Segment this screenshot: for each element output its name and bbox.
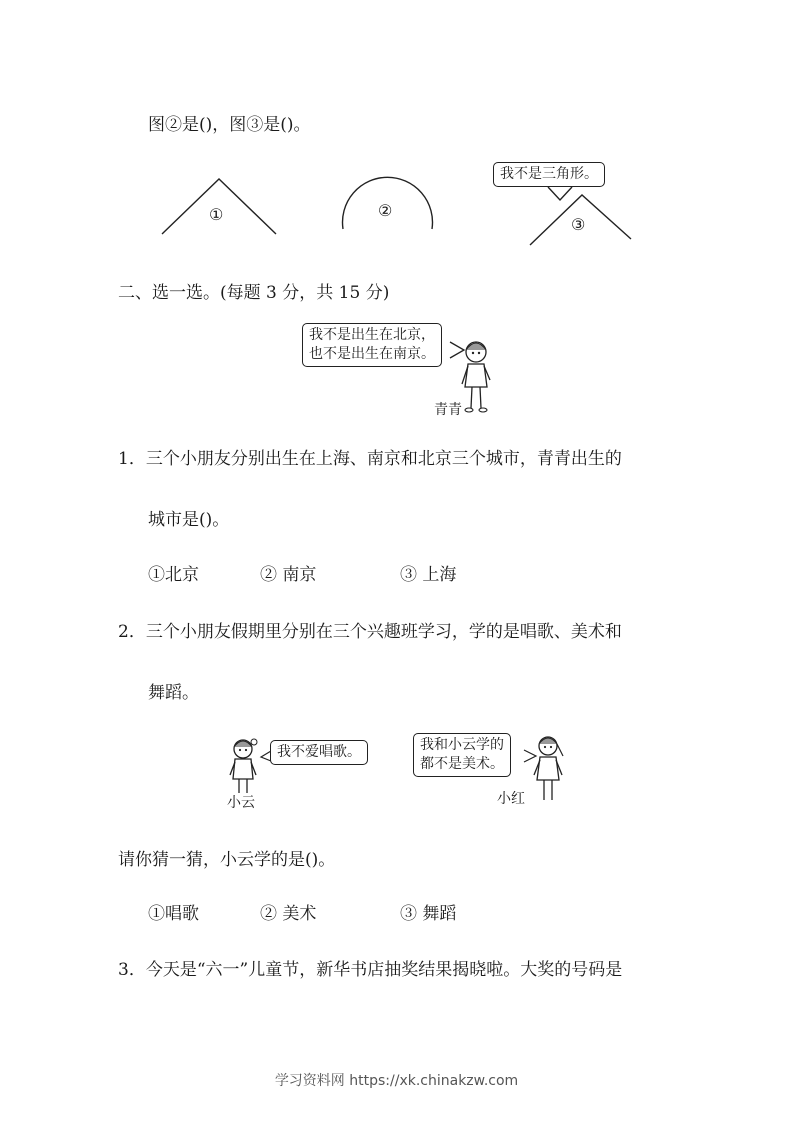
q2-option-a[interactable]: ①唱歌 — [148, 904, 199, 924]
q1-option-c[interactable]: ③ 上海 — [400, 565, 457, 585]
figure-question-line: 图②是()，图③是()。 — [148, 115, 311, 135]
figure-3-label: ③ — [571, 215, 586, 234]
q2-line-1: 2．三个小朋友假期里分别在三个兴趣班学习，学的是唱歌、美术和 — [118, 622, 622, 642]
xiaoyun-speech-bubble — [270, 740, 368, 765]
xiaohong-speech-bubble — [413, 733, 511, 777]
figure-2-label: ② — [378, 201, 393, 220]
qingqing-bubble-line-1: 我不是出生在北京， — [309, 327, 435, 343]
q1-option-b[interactable]: ② 南京 — [260, 565, 317, 585]
q1-line-1: 1．三个小朋友分别出生在上海、南京和北京三个城市，青青出生的 — [118, 449, 622, 469]
xiaohong-figure — [518, 730, 578, 815]
xiaohong-bubble-line-1: 我和小云学的 — [420, 737, 504, 753]
page-footer: 学习资料网 https://xk.chinakzw.com — [274, 1073, 519, 1089]
q1-line-2: 城市是()。 — [148, 510, 230, 530]
q2-question: 请你猜一猜，小云学的是()。 — [118, 850, 336, 870]
qingqing-bubble-line-2: 也不是出生在南京。 — [309, 346, 435, 362]
xiaoyun-bubble-text: 我不爱唱歌。 — [277, 744, 361, 760]
q1-option-a[interactable]: ①北京 — [148, 565, 199, 585]
qingqing-speech-bubble — [302, 323, 442, 367]
qingqing-name: 青青 — [434, 402, 462, 418]
q2-line-2: 舞蹈。 — [148, 683, 199, 703]
q2-option-c[interactable]: ③ 舞蹈 — [400, 904, 457, 924]
section-2-title: 二、选一选。(每题 3 分，共 15 分) — [118, 283, 390, 303]
xiaohong-bubble-line-2: 都不是美术。 — [420, 756, 504, 772]
q3-line-1: 3．今天是“六一”儿童节，新华书店抽奖结果揭晓啦。大奖的号码是 — [118, 960, 623, 980]
figure-3-bubble-text: 我不是三角形。 — [500, 166, 598, 182]
xiaoyun-name: 小云 — [227, 795, 255, 811]
xiaohong-name: 小红 — [497, 791, 525, 807]
q2-option-b[interactable]: ② 美术 — [260, 904, 317, 924]
figure-1-label: ① — [209, 205, 224, 224]
figure-3-speech-bubble — [493, 162, 605, 187]
